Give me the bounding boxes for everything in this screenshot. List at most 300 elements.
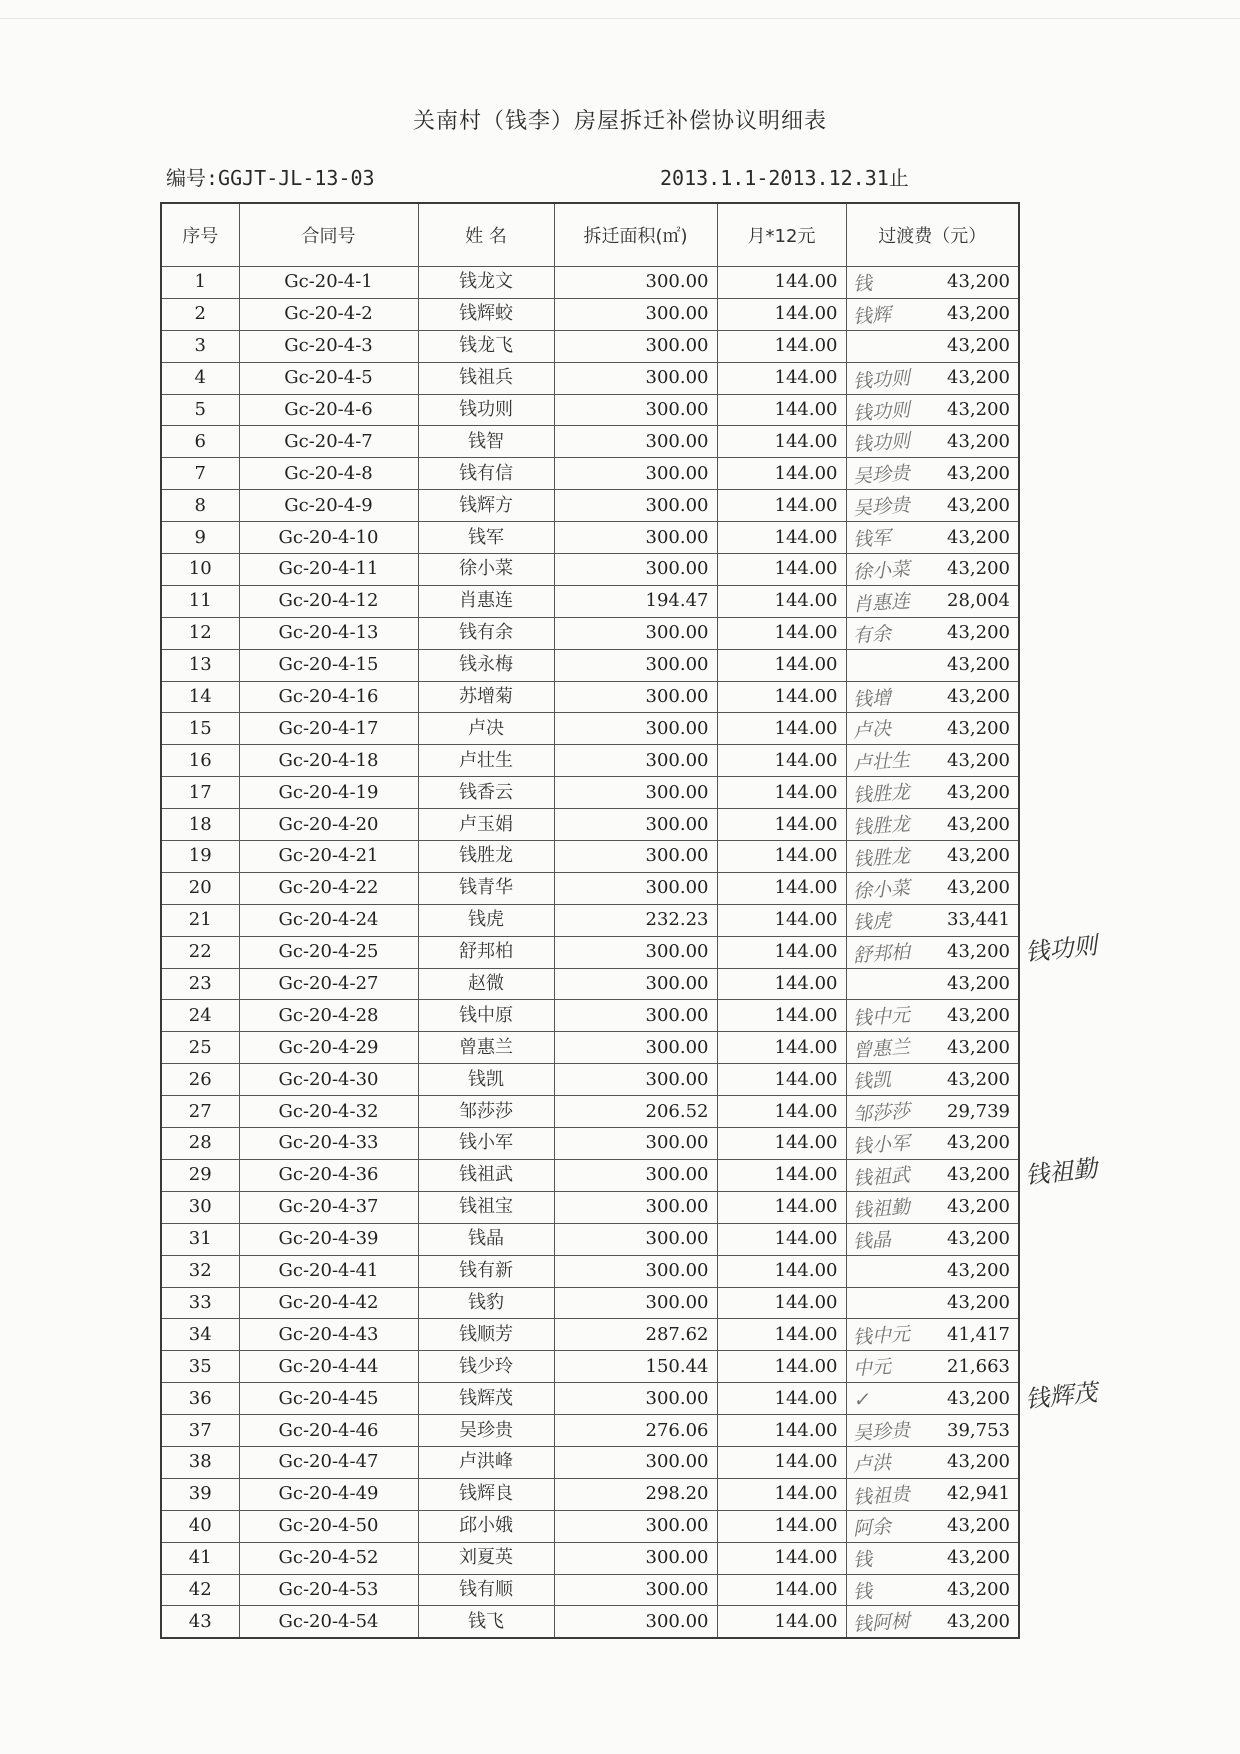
row-fee	[846, 1255, 1019, 1287]
fee-value: 43,200	[947, 1610, 1010, 1632]
handwritten-signature: 钱功则	[851, 398, 911, 425]
fee-value: 43,200	[947, 1068, 1010, 1090]
row-monthly: 144.00	[717, 330, 846, 362]
table-row	[161, 362, 1019, 394]
row-monthly: 144.00	[717, 1191, 846, 1223]
row-monthly: 144.00	[717, 490, 846, 522]
row-area: 300.00	[554, 267, 717, 299]
row-seq: 23	[161, 968, 239, 1000]
row-monthly: 144.00	[717, 777, 846, 809]
fee-value: 43,200	[947, 1004, 1010, 1026]
row-name: 钱飞	[418, 1606, 554, 1638]
fee-value: 29,739	[947, 1100, 1010, 1122]
handwritten-signature: 钱胜龙	[851, 781, 911, 808]
row-seq: 40	[161, 1510, 239, 1542]
table-row	[161, 1415, 1019, 1447]
handwritten-signature: 卢决	[851, 718, 892, 743]
row-monthly: 144.00	[717, 1096, 846, 1128]
row-fee	[846, 968, 1019, 1000]
row-seq: 19	[161, 841, 239, 873]
row-fee	[846, 936, 1019, 968]
fee-value: 43,200	[947, 749, 1010, 771]
table-row	[161, 585, 1019, 617]
table-row	[161, 522, 1019, 554]
row-monthly: 144.00	[717, 554, 846, 586]
row-contract: Gc-20-4-33	[239, 1128, 418, 1160]
handwritten-signature: 卢洪	[851, 1451, 892, 1477]
table-row	[161, 394, 1019, 426]
row-contract: Gc-20-4-13	[239, 617, 418, 649]
fee-value: 43,200	[947, 430, 1010, 452]
row-seq: 13	[161, 649, 239, 681]
row-contract: Gc-20-4-41	[239, 1255, 418, 1287]
handwritten-signature: 徐小菜	[851, 876, 911, 903]
row-area: 276.06	[554, 1415, 717, 1447]
row-fee	[846, 1319, 1019, 1351]
row-fee	[846, 1223, 1019, 1255]
fee-value: 43,200	[947, 1196, 1010, 1218]
table-row	[161, 1223, 1019, 1255]
row-seq: 31	[161, 1223, 239, 1255]
row-fee	[846, 1446, 1019, 1478]
row-fee	[846, 1191, 1019, 1223]
row-area: 300.00	[554, 1606, 717, 1638]
header-contract: 合同号	[239, 203, 418, 267]
table-row	[161, 1032, 1019, 1064]
row-area: 300.00	[554, 1191, 717, 1223]
row-area: 300.00	[554, 617, 717, 649]
row-area: 300.00	[554, 1383, 717, 1415]
row-seq: 36	[161, 1383, 239, 1415]
fee-value: 43,200	[947, 622, 1010, 644]
fee-value: 43,200	[947, 1036, 1010, 1058]
row-area: 300.00	[554, 1223, 717, 1255]
row-monthly: 144.00	[717, 1574, 846, 1606]
row-monthly: 144.00	[717, 585, 846, 617]
row-area: 300.00	[554, 809, 717, 841]
row-contract: Gc-20-4-19	[239, 777, 418, 809]
fee-value: 43,200	[947, 781, 1010, 803]
row-area: 300.00	[554, 1287, 717, 1319]
handwritten-signature: 钱中元	[851, 1323, 911, 1350]
row-fee	[846, 777, 1019, 809]
row-fee	[846, 841, 1019, 873]
table-row	[161, 1000, 1019, 1032]
row-contract: Gc-20-4-54	[239, 1606, 418, 1638]
row-fee	[846, 1096, 1019, 1128]
handwritten-signature: 舒邦柏	[851, 940, 911, 967]
table-header-row	[161, 203, 1019, 267]
table-row	[161, 681, 1019, 713]
fee-value: 43,200	[947, 941, 1010, 963]
row-contract: Gc-20-4-2	[239, 298, 418, 330]
row-name: 卢玉娟	[418, 809, 554, 841]
document-period: 2013.1.1-2013.12.31止	[660, 166, 909, 190]
row-contract: Gc-20-4-47	[239, 1446, 418, 1478]
handwritten-signature: 钱军	[851, 526, 892, 552]
row-area: 298.20	[554, 1478, 717, 1510]
row-fee	[846, 585, 1019, 617]
row-area: 150.44	[554, 1351, 717, 1383]
row-area: 300.00	[554, 554, 717, 586]
row-area: 300.00	[554, 490, 717, 522]
row-monthly: 144.00	[717, 426, 846, 458]
table-row	[161, 1510, 1019, 1542]
row-seq: 5	[161, 394, 239, 426]
row-fee	[846, 1287, 1019, 1319]
row-seq: 1	[161, 267, 239, 299]
handwritten-signature: 吴珍贵	[851, 494, 911, 521]
row-fee	[846, 1000, 1019, 1032]
row-seq: 8	[161, 490, 239, 522]
row-seq: 43	[161, 1606, 239, 1638]
row-contract: Gc-20-4-52	[239, 1542, 418, 1574]
fee-value: 43,200	[947, 1260, 1010, 1282]
fee-value: 39,753	[947, 1419, 1010, 1441]
row-fee	[846, 745, 1019, 777]
fee-value: 28,004	[947, 590, 1010, 612]
row-fee	[846, 904, 1019, 936]
row-area: 300.00	[554, 362, 717, 394]
handwritten-signature: 阿余	[851, 1515, 892, 1541]
row-monthly: 144.00	[717, 1510, 846, 1542]
fee-value: 43,200	[947, 271, 1010, 293]
row-seq: 15	[161, 713, 239, 745]
row-name: 钱永梅	[418, 649, 554, 681]
row-seq: 25	[161, 1032, 239, 1064]
row-monthly: 144.00	[717, 713, 846, 745]
row-fee	[846, 809, 1019, 841]
row-area: 300.00	[554, 330, 717, 362]
row-contract: Gc-20-4-25	[239, 936, 418, 968]
row-name: 钱胜龙	[418, 841, 554, 873]
row-area: 206.52	[554, 1096, 717, 1128]
row-name: 钱军	[418, 522, 554, 554]
margin-handwritten-note: 钱辉茂	[1023, 1377, 1099, 1414]
fee-value: 43,200	[947, 973, 1010, 995]
row-area: 300.00	[554, 1032, 717, 1064]
handwritten-signature: 钱祖武	[851, 1163, 911, 1190]
row-name: 钱少玲	[418, 1351, 554, 1383]
row-contract: Gc-20-4-22	[239, 872, 418, 904]
row-area: 300.00	[554, 1064, 717, 1096]
row-name: 舒邦柏	[418, 936, 554, 968]
row-contract: Gc-20-4-29	[239, 1032, 418, 1064]
row-contract: Gc-20-4-17	[239, 713, 418, 745]
row-fee	[846, 1128, 1019, 1160]
header-area: 拆迁面积(㎡)	[554, 203, 717, 267]
fee-value: 43,200	[947, 399, 1010, 420]
row-area: 300.00	[554, 841, 717, 873]
handwritten-signature: 徐小菜	[851, 558, 911, 584]
row-name: 卢洪峰	[418, 1446, 554, 1478]
row-area: 300.00	[554, 426, 717, 458]
row-monthly: 144.00	[717, 1128, 846, 1160]
row-name: 钱中原	[418, 1000, 554, 1032]
row-fee	[846, 1574, 1019, 1606]
table-row	[161, 1351, 1019, 1383]
row-seq: 4	[161, 362, 239, 394]
fee-value: 43,200	[947, 1451, 1010, 1473]
row-seq: 18	[161, 809, 239, 841]
row-area: 300.00	[554, 872, 717, 904]
row-fee	[846, 1542, 1019, 1574]
handwritten-signature: 钱	[851, 1547, 873, 1572]
header-seq: 序号	[161, 203, 239, 267]
row-seq: 3	[161, 330, 239, 362]
row-fee	[846, 267, 1019, 299]
row-area: 300.00	[554, 458, 717, 490]
row-seq: 24	[161, 1000, 239, 1032]
row-seq: 37	[161, 1415, 239, 1447]
row-area: 300.00	[554, 713, 717, 745]
row-contract: Gc-20-4-39	[239, 1223, 418, 1255]
row-name: 钱有顺	[418, 1574, 554, 1606]
row-seq: 7	[161, 458, 239, 490]
row-seq: 35	[161, 1351, 239, 1383]
row-name: 钱有余	[418, 617, 554, 649]
table-row	[161, 1159, 1019, 1191]
row-seq: 42	[161, 1574, 239, 1606]
row-name: 钱辉方	[418, 490, 554, 522]
row-seq: 21	[161, 904, 239, 936]
row-area: 300.00	[554, 1510, 717, 1542]
row-contract: Gc-20-4-15	[239, 649, 418, 681]
row-area: 300.00	[554, 968, 717, 1000]
row-seq: 9	[161, 522, 239, 554]
table-row	[161, 968, 1019, 1000]
row-monthly: 144.00	[717, 1223, 846, 1255]
fee-value: 43,200	[947, 813, 1010, 835]
table-row	[161, 1542, 1019, 1574]
table-row	[161, 298, 1019, 330]
table-row	[161, 1128, 1019, 1160]
row-seq: 11	[161, 585, 239, 617]
table-row	[161, 458, 1019, 490]
row-monthly: 144.00	[717, 1255, 846, 1287]
row-name: 钱有新	[418, 1255, 554, 1287]
row-fee	[846, 426, 1019, 458]
handwritten-signature: 肖惠连	[851, 589, 911, 616]
row-contract: Gc-20-4-37	[239, 1191, 418, 1223]
row-monthly: 144.00	[717, 1032, 846, 1064]
header-fee: 过渡费（元）	[846, 203, 1019, 267]
table-row	[161, 267, 1019, 299]
handwritten-signature: 钱阿树	[851, 1610, 911, 1637]
row-name: 钱辉蛟	[418, 298, 554, 330]
margin-handwritten-note: 钱功则	[1023, 931, 1099, 967]
row-fee	[846, 362, 1019, 394]
row-contract: Gc-20-4-10	[239, 522, 418, 554]
row-monthly: 144.00	[717, 1287, 846, 1319]
fee-value: 41,417	[947, 1323, 1010, 1345]
row-contract: Gc-20-4-5	[239, 362, 418, 394]
row-name: 邹莎莎	[418, 1096, 554, 1128]
row-seq: 27	[161, 1096, 239, 1128]
row-monthly: 144.00	[717, 1606, 846, 1638]
row-seq: 16	[161, 745, 239, 777]
row-area: 300.00	[554, 1446, 717, 1478]
row-fee	[846, 458, 1019, 490]
row-area: 300.00	[554, 522, 717, 554]
fee-value: 43,200	[947, 686, 1010, 708]
fee-value: 21,663	[947, 1355, 1010, 1377]
row-area: 300.00	[554, 649, 717, 681]
row-contract: Gc-20-4-1	[239, 267, 418, 299]
row-fee	[846, 1351, 1019, 1383]
row-area: 300.00	[554, 936, 717, 968]
handwritten-signature: 钱小军	[851, 1132, 911, 1159]
row-fee	[846, 1064, 1019, 1096]
row-area: 287.62	[554, 1319, 717, 1351]
fee-value: 43,200	[947, 558, 1010, 580]
row-name: 钱晶	[418, 1223, 554, 1255]
row-fee	[846, 522, 1019, 554]
row-monthly: 144.00	[717, 1064, 846, 1096]
row-area: 300.00	[554, 777, 717, 809]
handwritten-signature: 吴珍贵	[851, 1419, 911, 1446]
handwritten-signature: 中元	[851, 1355, 892, 1381]
table-row	[161, 1606, 1019, 1638]
handwritten-signature: 卢壮生	[851, 749, 911, 776]
row-monthly: 144.00	[717, 1159, 846, 1191]
row-fee	[846, 1032, 1019, 1064]
row-area: 232.23	[554, 904, 717, 936]
row-name: 卢决	[418, 713, 554, 745]
handwritten-signature: 钱功则	[851, 430, 911, 457]
row-seq: 14	[161, 681, 239, 713]
row-fee	[846, 681, 1019, 713]
row-contract: Gc-20-4-21	[239, 841, 418, 873]
row-seq: 10	[161, 554, 239, 586]
compensation-table	[160, 202, 1020, 1639]
table-row	[161, 713, 1019, 745]
handwritten-signature: 钱	[851, 1579, 873, 1604]
handwritten-signature: 钱功则	[851, 366, 911, 393]
fee-value: 43,200	[947, 1547, 1010, 1569]
row-contract: Gc-20-4-42	[239, 1287, 418, 1319]
row-seq: 17	[161, 777, 239, 809]
row-name: 钱龙文	[418, 267, 554, 299]
fee-value: 43,200	[947, 1291, 1010, 1313]
table-row	[161, 777, 1019, 809]
row-area: 300.00	[554, 745, 717, 777]
row-fee	[846, 330, 1019, 362]
row-contract: Gc-20-4-27	[239, 968, 418, 1000]
row-seq: 12	[161, 617, 239, 649]
row-fee	[846, 1606, 1019, 1638]
row-name: 邱小娥	[418, 1510, 554, 1542]
handwritten-signature: 有余	[851, 622, 892, 648]
row-monthly: 144.00	[717, 649, 846, 681]
table-row	[161, 872, 1019, 904]
table-row	[161, 1478, 1019, 1510]
row-area: 300.00	[554, 1159, 717, 1191]
fee-value: 43,200	[947, 494, 1010, 516]
row-seq: 6	[161, 426, 239, 458]
row-contract: Gc-20-4-18	[239, 745, 418, 777]
row-name: 钱凯	[418, 1064, 554, 1096]
fee-value: 43,200	[947, 1515, 1010, 1537]
row-area: 300.00	[554, 1542, 717, 1574]
row-name: 钱豹	[418, 1287, 554, 1319]
table-row	[161, 1096, 1019, 1128]
row-contract: Gc-20-4-50	[239, 1510, 418, 1542]
row-seq: 29	[161, 1159, 239, 1191]
row-name: 吴珍贵	[418, 1415, 554, 1447]
fee-value: 43,200	[947, 877, 1010, 899]
handwritten-signature: 钱	[851, 272, 873, 296]
row-monthly: 144.00	[717, 267, 846, 299]
row-fee	[846, 490, 1019, 522]
handwritten-signature: ✓	[851, 1388, 870, 1412]
table-row	[161, 1383, 1019, 1415]
row-monthly: 144.00	[717, 936, 846, 968]
row-monthly: 144.00	[717, 1446, 846, 1478]
row-fee	[846, 1159, 1019, 1191]
row-name: 肖惠连	[418, 585, 554, 617]
row-name: 钱祖宝	[418, 1191, 554, 1223]
row-name: 钱有信	[418, 458, 554, 490]
row-monthly: 144.00	[717, 1415, 846, 1447]
row-seq: 20	[161, 872, 239, 904]
row-name: 钱顺芳	[418, 1319, 554, 1351]
row-monthly: 144.00	[717, 1478, 846, 1510]
row-contract: Gc-20-4-9	[239, 490, 418, 522]
row-contract: Gc-20-4-32	[239, 1096, 418, 1128]
handwritten-signature: 邹莎莎	[851, 1100, 911, 1127]
row-name: 钱功则	[418, 394, 554, 426]
row-fee	[846, 872, 1019, 904]
row-seq: 41	[161, 1542, 239, 1574]
row-contract: Gc-20-4-16	[239, 681, 418, 713]
row-seq: 22	[161, 936, 239, 968]
handwritten-signature: 曾惠兰	[851, 1036, 911, 1063]
row-seq: 33	[161, 1287, 239, 1319]
row-fee	[846, 1415, 1019, 1447]
row-name: 钱虎	[418, 904, 554, 936]
row-seq: 28	[161, 1128, 239, 1160]
table-row	[161, 1287, 1019, 1319]
row-contract: Gc-20-4-8	[239, 458, 418, 490]
row-seq: 32	[161, 1255, 239, 1287]
table-row	[161, 904, 1019, 936]
table-row	[161, 1574, 1019, 1606]
fee-value: 43,200	[947, 845, 1010, 867]
row-name: 苏增菊	[418, 681, 554, 713]
fee-value: 43,200	[947, 1578, 1010, 1600]
row-fee	[846, 1510, 1019, 1542]
fee-value: 43,200	[947, 1132, 1010, 1154]
row-monthly: 144.00	[717, 809, 846, 841]
table-row	[161, 1064, 1019, 1096]
row-contract: Gc-20-4-24	[239, 904, 418, 936]
table-row	[161, 330, 1019, 362]
table-row	[161, 649, 1019, 681]
row-name: 钱辉良	[418, 1478, 554, 1510]
handwritten-signature: 钱胜龙	[851, 813, 911, 840]
fee-value: 43,200	[947, 1387, 1010, 1409]
row-monthly: 144.00	[717, 904, 846, 936]
row-contract: Gc-20-4-20	[239, 809, 418, 841]
row-seq: 39	[161, 1478, 239, 1510]
row-name: 刘夏英	[418, 1542, 554, 1574]
fee-value: 43,200	[947, 654, 1010, 676]
row-fee	[846, 713, 1019, 745]
fee-value: 43,200	[947, 462, 1010, 484]
row-contract: Gc-20-4-36	[239, 1159, 418, 1191]
row-contract: Gc-20-4-28	[239, 1000, 418, 1032]
